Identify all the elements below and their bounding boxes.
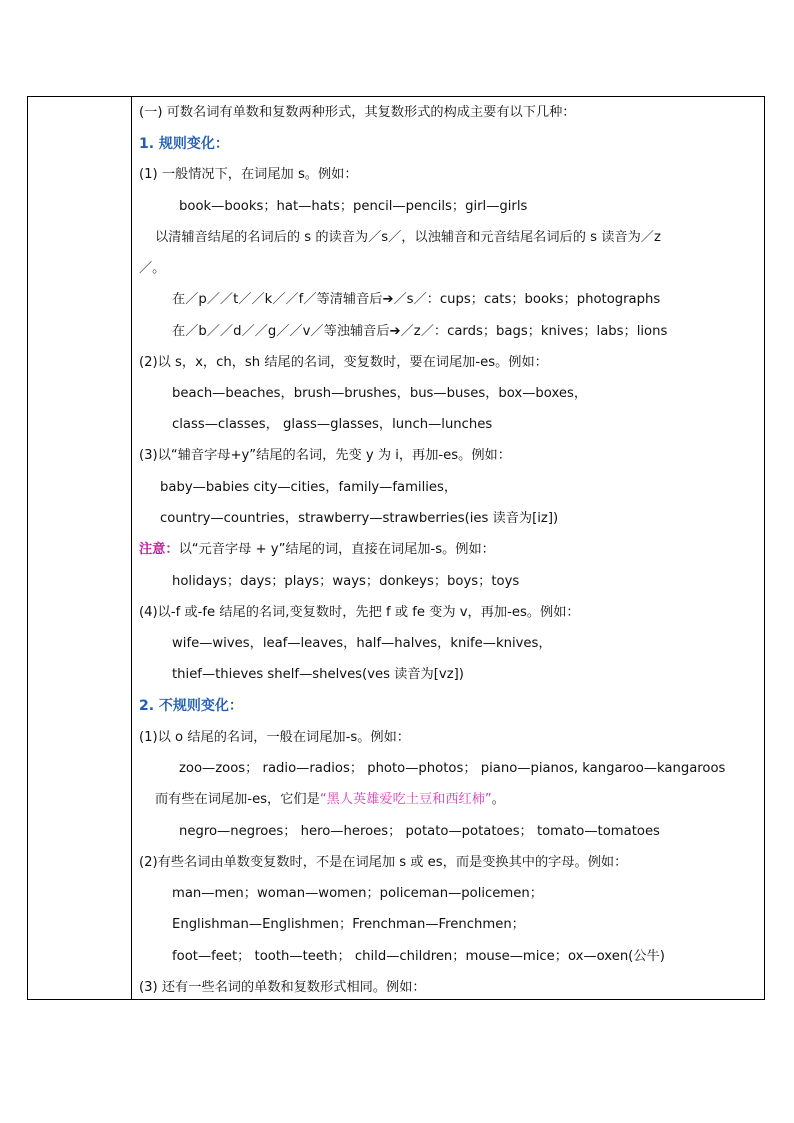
example-line: class—classes， glass—glasses，lunch—lunches (172, 417, 493, 432)
intro-line: (一) 可数名词有单数和复数两种形式，其复数形式的构成主要有以下几种： (139, 105, 576, 120)
example-line: zoo—zoos； radio—radios； photo—photos； piano—pianos, kangaroo—kangaroos (179, 761, 726, 776)
example-line: negro—negroes； hero—heroes； potato—potatoes； tomato—tomatoes (179, 824, 660, 839)
es-note-line (155, 791, 505, 809)
note-label: 注意： (139, 542, 179, 557)
rule-1: (1) 一般情况下，在词尾加 s。例如： (139, 167, 358, 182)
rule-2: (2)以 s，x，ch，sh 结尾的名词，变复数时，要在词尾加-es。例如： (139, 355, 548, 370)
es-note-text: 而有些在词尾加-es，它们是 (155, 792, 320, 807)
table-left-column (28, 97, 132, 999)
irregular-rule-3: (3) 还有一些名词的单数和复数形式相同。例如： (139, 980, 426, 995)
voiced-example: 在／b／／d／／g／／v／等浊辅音后➔／z／：cards；bags；knives；labs；lions (172, 324, 668, 339)
pronunciation-note-cont: ／。 (139, 261, 166, 276)
example-line: baby—babies city—cities，family—families， (160, 480, 458, 495)
voiceless-example: 在／p／／t／／k／／f／等清辅音后➔／s／：cups；cats；books；photographs (172, 292, 661, 307)
example-line: country—countries，strawberry—strawberries(ies 读音为[iz]) (160, 511, 559, 526)
content-table (27, 96, 765, 1000)
example-line: man—men；woman—women；policeman—policemen； (172, 886, 543, 901)
es-note-end: 。 (491, 792, 505, 807)
example-line: thief—thieves shelf—shelves(ves 读音为[vz]) (172, 667, 464, 682)
example-line: beach—beaches，brush—brushes，bus—buses，box—boxes， (172, 386, 588, 401)
mnemonic: “黑人英雄爱吃土豆和西红柿” (319, 792, 492, 807)
example-line: foot—feet； tooth—teeth； child—children；mouse—mice；ox—oxen(公牛) (172, 949, 665, 964)
section-heading-regular: 1. 规则变化： (139, 136, 229, 152)
irregular-rule-1: (1)以 o 结尾的名词，一般在词尾加-s。例如： (139, 730, 410, 745)
rule-3: (3)以“辅音字母+y”结尾的名词，先变 y 为 i，再加-es。例如： (139, 448, 511, 463)
example-line: book—books；hat—hats；pencil—pencils；girl—girls (179, 199, 528, 214)
rule-4: (4)以-f 或-fe 结尾的名词,变复数时，先把 f 或 fe 变为 v，再加-es。例如： (139, 605, 580, 620)
example-line: Englishman—Englishmen；Frenchman—Frenchmen； (172, 917, 525, 932)
section-heading-irregular: 2. 不规则变化： (139, 698, 243, 714)
example-line: wife—wives，leaf—leaves，half—halves，knife—knives， (172, 636, 552, 651)
irregular-rule-2: (2)有些名词由单数变复数时，不是在词尾加 s 或 es，而是变换其中的字母。例如： (139, 855, 628, 870)
example-line: holidays；days；plays；ways；donkeys；boys；toys (172, 574, 520, 589)
note-text: 以“元音字母 + y”结尾的词，直接在词尾加-s。例如： (178, 542, 495, 557)
pronunciation-note: 以清辅音结尾的名词后的 s 的读音为／s／，以浊辅音和元音结尾名词后的 s 读音为／z (155, 230, 661, 245)
note-line (139, 541, 495, 559)
